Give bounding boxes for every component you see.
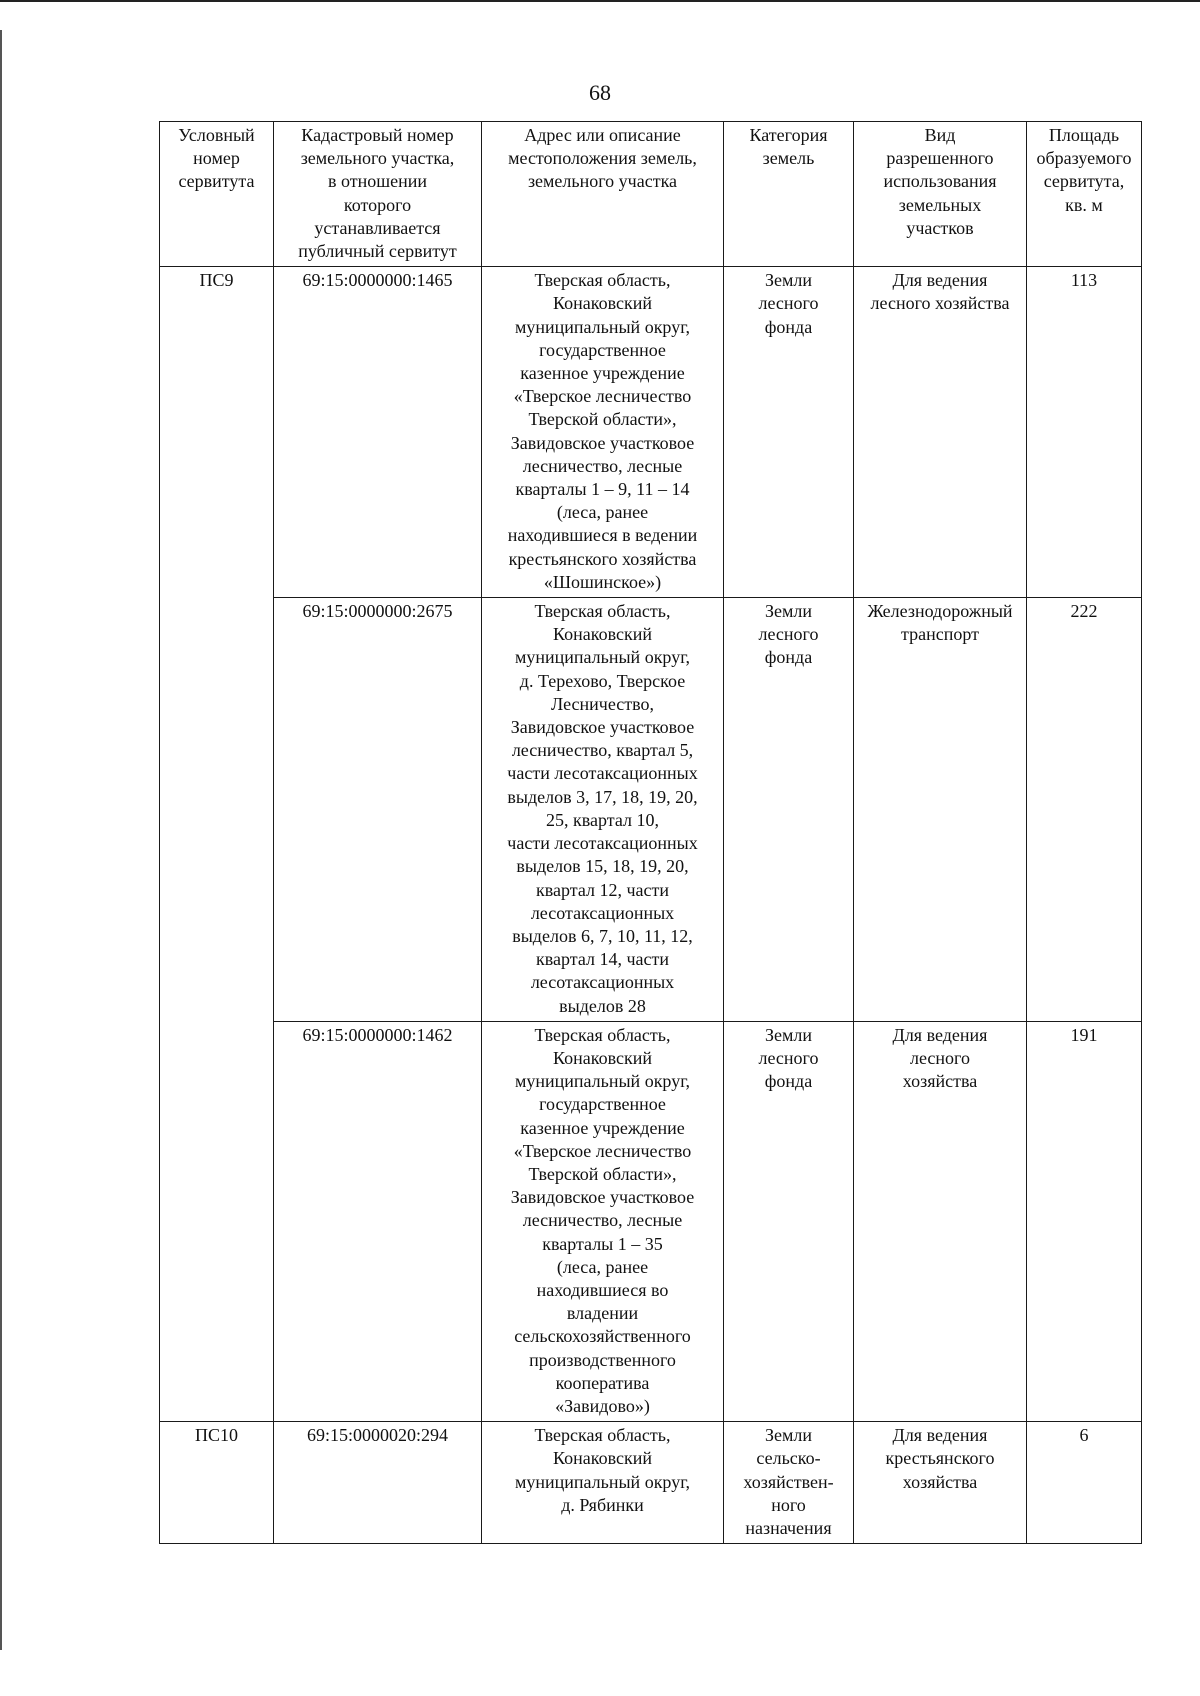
table-row (160, 1021, 1142, 1421)
header-servitude-number: Условный номер сервитута (160, 122, 274, 267)
cell-servitude-area: 6 (1027, 1422, 1142, 1544)
table-row (160, 267, 1142, 598)
top-border-line (0, 0, 1200, 2)
table-row (160, 598, 1142, 1022)
page-number: 68 (589, 80, 611, 105)
cell-land-category: Земли лесного фонда (724, 267, 854, 598)
cell-servitude-number: ПС9 (160, 267, 274, 1422)
header-address: Адрес или описание местоположения земель, земельного участка (482, 122, 724, 267)
header-permitted-use: Вид разрешенного использования земельных участков (854, 122, 1027, 267)
cell-cadastral-number: 69:15:0000000:2675 (274, 598, 482, 1022)
cell-address: Тверская область, Конаковский муниципальный округ, государственное казенное учреждение «Тверское лесничество Тверской области», Завидовское участковое лесничество, лесные кварталы 1 – 35 (леса, ранее находившиеся во владении сельскохозяйственного производственного кооператива «Завидово») (482, 1021, 724, 1421)
cell-cadastral-number: 69:15:0000000:1462 (274, 1021, 482, 1421)
header-servitude-area: Площадь образуемого сервитута, кв. м (1027, 122, 1142, 267)
cell-permitted-use: Для ведения лесного хозяйства (854, 1021, 1027, 1421)
cell-address: Тверская область, Конаковский муниципальный округ, д. Терехово, Тверское Лесничество, Завидовское участковое лесничество, квартал 5, части лесотаксационных выделов 3, 17, 18, 19, 20, 25, квартал 10, части лесотаксационных выделов 15, 18, 19, 20, квартал 12, части лесотаксационных выделов 6, 7, 10, 11, 12, квартал 14, части лесотаксационных выделов 28 (482, 598, 724, 1022)
cell-cadastral-number: 69:15:0000020:294 (274, 1422, 482, 1544)
cell-land-category: Земли сельско- хозяйствен- ного назначения (724, 1422, 854, 1544)
header-cadastral-number: Кадастровый номер земельного участка, в отношении которого устанавливается публичный сервитут (274, 122, 482, 267)
cell-permitted-use: Для ведения крестьянского хозяйства (854, 1422, 1027, 1544)
cell-permitted-use: Для ведения лесного хозяйства (854, 267, 1027, 598)
cell-land-category: Земли лесного фонда (724, 1021, 854, 1421)
servitude-table (159, 121, 1142, 1544)
cell-servitude-area: 191 (1027, 1021, 1142, 1421)
cell-address: Тверская область, Конаковский муниципальный округ, д. Рябинки (482, 1422, 724, 1544)
table-row (160, 1422, 1142, 1544)
header-land-category: Категория земель (724, 122, 854, 267)
cell-permitted-use: Железнодорожный транспорт (854, 598, 1027, 1022)
cell-land-category: Земли лесного фонда (724, 598, 854, 1022)
cell-servitude-area: 222 (1027, 598, 1142, 1022)
cell-address: Тверская область, Конаковский муниципальный округ, государственное казенное учреждение «Тверское лесничество Тверской области», Завидовское участковое лесничество, лесные кварталы 1 – 9, 11 – 14 (леса, ранее находившиеся в ведении крестьянского хозяйства «Шошинское») (482, 267, 724, 598)
table-header-row (160, 122, 1142, 267)
cell-servitude-area: 113 (1027, 267, 1142, 598)
cell-servitude-number: ПС10 (160, 1422, 274, 1544)
cell-cadastral-number: 69:15:0000000:1465 (274, 267, 482, 598)
left-border-line (0, 30, 2, 1650)
